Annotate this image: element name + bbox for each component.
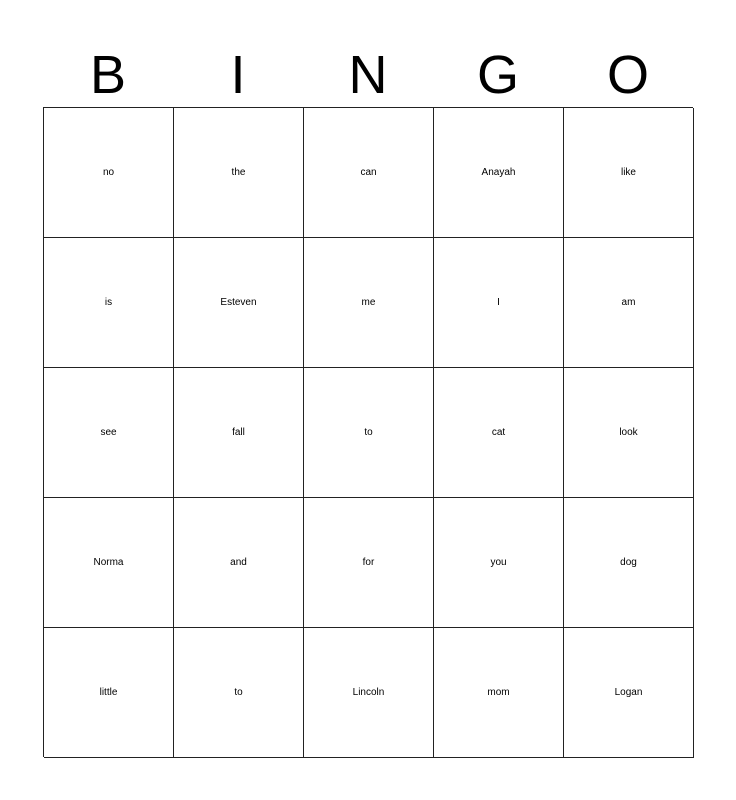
bingo-cell[interactable]: can — [304, 108, 434, 238]
bingo-cell[interactable]: to — [304, 368, 434, 498]
bingo-cell[interactable]: am — [564, 238, 694, 368]
bingo-cell[interactable]: the — [174, 108, 304, 238]
bingo-cell[interactable]: for — [304, 498, 434, 628]
bingo-cell[interactable]: Logan — [564, 628, 694, 758]
bingo-cell[interactable]: me — [304, 238, 434, 368]
bingo-cell[interactable]: Lincoln — [304, 628, 434, 758]
bingo-cell[interactable]: Anayah — [434, 108, 564, 238]
bingo-cell[interactable]: cat — [434, 368, 564, 498]
header-letter-o: O — [606, 45, 649, 105]
bingo-grid — [43, 107, 693, 757]
bingo-cell[interactable]: like — [564, 108, 694, 238]
bingo-cell[interactable]: you — [434, 498, 564, 628]
bingo-cell[interactable]: dog — [564, 498, 694, 628]
bingo-cell[interactable]: no — [44, 108, 174, 238]
bingo-cell[interactable]: to — [174, 628, 304, 758]
bingo-header — [43, 44, 693, 106]
header-letter-g: G — [476, 45, 519, 105]
bingo-cell[interactable]: mom — [434, 628, 564, 758]
bingo-cell[interactable]: look — [564, 368, 694, 498]
header-letter-n: N — [348, 45, 388, 105]
bingo-cell[interactable]: and — [174, 498, 304, 628]
bingo-cell[interactable]: Esteven — [174, 238, 304, 368]
bingo-cell[interactable]: is — [44, 238, 174, 368]
bingo-cell[interactable]: see — [44, 368, 174, 498]
header-letter-b: B — [89, 45, 127, 105]
bingo-cell[interactable]: little — [44, 628, 174, 758]
bingo-cell[interactable]: fall — [174, 368, 304, 498]
bingo-cell[interactable]: Norma — [44, 498, 174, 628]
bingo-cell[interactable]: I — [434, 238, 564, 368]
header-letter-i: I — [230, 45, 246, 105]
